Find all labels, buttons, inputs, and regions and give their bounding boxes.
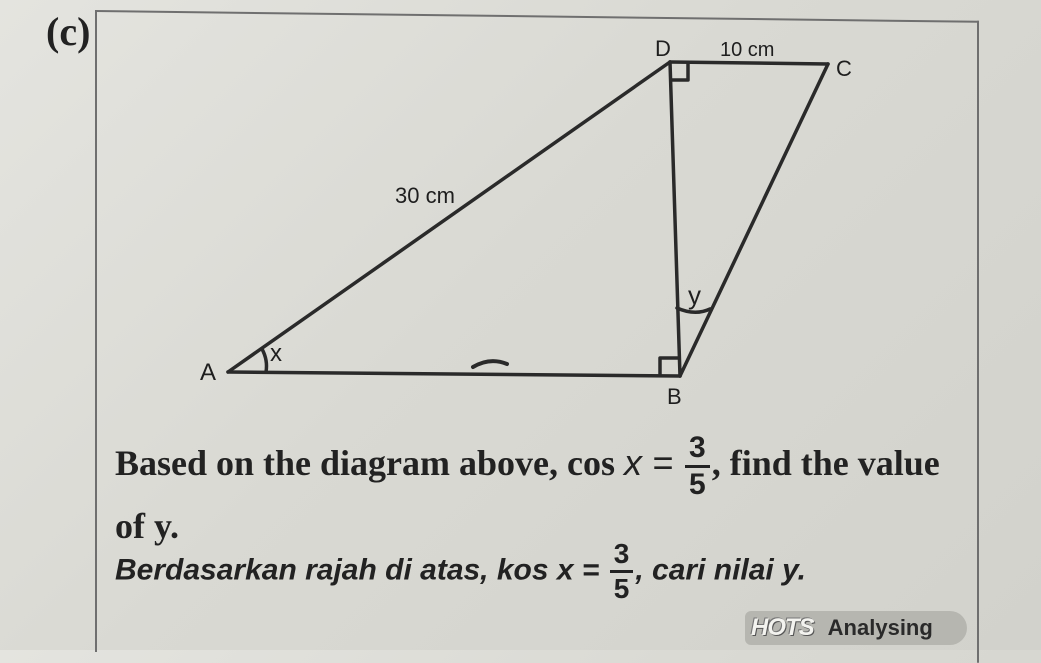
angle-y-label: y: [688, 280, 701, 310]
side-ad: [228, 62, 670, 372]
fraction-ms-numerator: 3: [610, 540, 634, 573]
side-cb: [680, 64, 828, 376]
right-angle-b: [660, 358, 679, 375]
question-malay: [115, 540, 975, 603]
hots-label: Analysing: [827, 615, 933, 640]
part-label: (c): [46, 9, 91, 54]
question-en-before: Based on the diagram above, cos: [115, 442, 625, 483]
fraction-ms: [610, 540, 634, 603]
angle-arc-a: [262, 349, 267, 372]
ab-mark: [473, 361, 507, 367]
question-ms-var: x: [556, 553, 574, 587]
fraction-ms-denominator: 5: [613, 573, 630, 604]
fraction-en: [685, 433, 710, 500]
side-ab: [228, 372, 680, 376]
hots-logo: HOTS: [751, 614, 814, 641]
hots-badge: [745, 611, 967, 645]
vertex-d-label: D: [655, 36, 671, 61]
vertex-b-label: B: [667, 384, 682, 409]
question-en-after: , find the value of y.: [115, 442, 940, 546]
angle-x-label: x: [270, 340, 282, 367]
length-ad-label: 30 cm: [395, 183, 455, 208]
question-english: [115, 433, 975, 552]
fraction-en-denominator: 5: [689, 468, 706, 501]
question-ms-after: , cari nilai y.: [635, 553, 806, 587]
right-angle-d: [672, 64, 688, 80]
vertex-a-label: A: [200, 359, 217, 386]
vertex-c-label: C: [836, 56, 852, 81]
question-en-eq: =: [642, 441, 684, 483]
side-db: [670, 62, 680, 376]
question-en-var: x: [624, 441, 643, 483]
side-dc: [670, 62, 828, 64]
fraction-en-numerator: 3: [685, 433, 710, 468]
question-ms-before: Berdasarkan rajah di atas, kos: [115, 553, 557, 587]
length-dc-label: 10 cm: [720, 39, 775, 61]
question-ms-eq: =: [573, 553, 608, 587]
